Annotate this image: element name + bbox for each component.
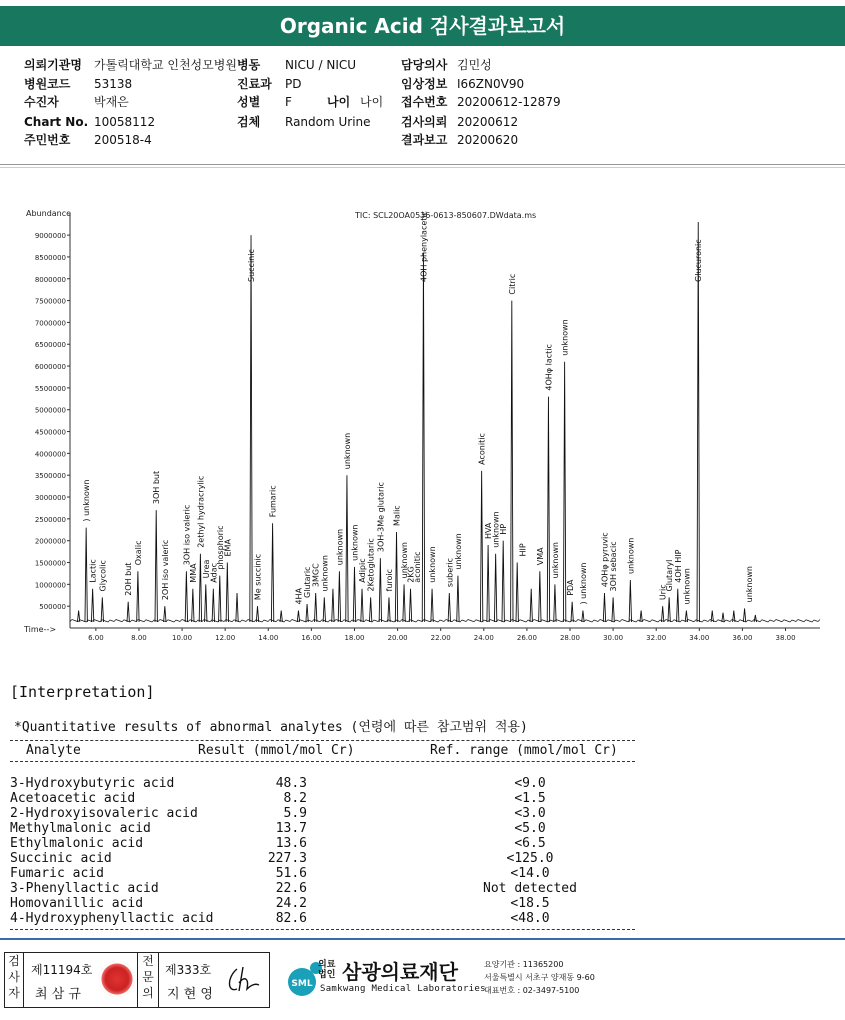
org-line2: 서울특별시 서초구 양재동 9-60 bbox=[484, 973, 595, 982]
cell-analyte: Methylmalonic acid bbox=[10, 821, 151, 836]
x-tick-label: 6.00 bbox=[88, 634, 104, 642]
peak-annotation: unknown bbox=[350, 524, 360, 561]
chromatogram-peak bbox=[511, 301, 513, 622]
x-tick-label: 18.00 bbox=[344, 634, 365, 642]
chromatogram-peak bbox=[314, 593, 316, 622]
role-char: 검 bbox=[8, 954, 20, 968]
org-prefix bbox=[318, 960, 335, 980]
field-label: 병동 bbox=[237, 58, 261, 72]
signer1-name: 최 삼 규 bbox=[35, 987, 81, 1002]
peak-annotation: VMA bbox=[535, 547, 545, 566]
peak-annotation: ) unknown bbox=[578, 562, 588, 605]
signer1-seal-icon bbox=[99, 961, 135, 997]
chromatogram-peak bbox=[395, 532, 397, 622]
chart-title: TIC: SCL20OA0536-0613-850607.DWdata.ms bbox=[355, 211, 537, 220]
peak-annotation: 2OH iso valeric bbox=[160, 539, 170, 601]
cell-range: <6.5 bbox=[514, 836, 546, 851]
peak-annotation: unknown bbox=[342, 432, 352, 470]
table-rule-bottom bbox=[10, 929, 635, 930]
chromatogram-peak bbox=[422, 253, 424, 622]
cell-result: 13.7 bbox=[275, 821, 307, 836]
role-char: 전 bbox=[142, 954, 154, 968]
chromatogram-peak bbox=[323, 597, 325, 622]
chromatogram-peak bbox=[91, 589, 93, 622]
report-footer bbox=[0, 946, 845, 1020]
report-title: Organic Acid 검사결과보고서 bbox=[0, 6, 845, 46]
chromatogram-peak bbox=[127, 602, 129, 622]
field-label: 수진자 bbox=[24, 95, 59, 109]
chromatogram-peak bbox=[722, 613, 724, 622]
signer2-number: 제333호 bbox=[165, 963, 212, 977]
chromatogram-peak bbox=[743, 608, 745, 622]
chromatogram-peak bbox=[297, 611, 299, 622]
y-axis-label: Abundance bbox=[26, 209, 72, 218]
results-table bbox=[10, 740, 635, 930]
field-label: 진료과 bbox=[237, 77, 272, 91]
table-row bbox=[10, 821, 635, 836]
peak-annotation: Oxalic bbox=[133, 540, 143, 566]
field-value: 53138 bbox=[94, 77, 133, 91]
cell-result: 48.3 bbox=[275, 776, 307, 791]
cell-range: <18.5 bbox=[510, 896, 550, 911]
header-field bbox=[237, 93, 292, 111]
chromatogram-peak bbox=[346, 475, 348, 622]
chromatogram-peak bbox=[530, 589, 532, 622]
x-tick-label: 20.00 bbox=[387, 634, 408, 642]
peak-annotation: Lactic bbox=[88, 559, 98, 583]
chromatogram-peak bbox=[677, 589, 679, 622]
table-row bbox=[10, 806, 635, 821]
chromatogram-peak bbox=[369, 597, 371, 622]
chromatogram-peak bbox=[388, 597, 390, 622]
chromatogram-peak bbox=[280, 611, 282, 622]
header-field bbox=[24, 56, 237, 74]
peak-annotation: HIP bbox=[518, 543, 528, 557]
field-value: 박재은 bbox=[94, 95, 129, 109]
chromatogram-peak bbox=[332, 589, 334, 622]
chromatogram-peak bbox=[494, 554, 496, 622]
cell-range: <3.0 bbox=[514, 806, 546, 821]
field-label: 담당의사 bbox=[401, 58, 448, 72]
chromatogram-peak bbox=[338, 571, 340, 622]
table-row bbox=[10, 836, 635, 851]
peak-annotation: unknown bbox=[744, 565, 754, 603]
peak-annotation: furoic bbox=[384, 568, 394, 592]
peak-annotation: Adac bbox=[209, 562, 219, 583]
peak-annotation: Glycolic bbox=[98, 560, 108, 592]
chromatogram-peak bbox=[353, 567, 355, 622]
y-tick-label: 2000000 bbox=[34, 537, 66, 546]
org-prefix-top: 의료 bbox=[318, 960, 336, 970]
chromatogram-peak bbox=[256, 606, 258, 622]
peak-annotation: Glutaric bbox=[303, 566, 313, 598]
header-field bbox=[401, 131, 518, 149]
org-name-en: Samkwang Medical Laboratories bbox=[320, 984, 486, 994]
chromatogram-peak bbox=[612, 597, 614, 622]
chromatogram-peak bbox=[250, 235, 252, 622]
chromatogram-peak bbox=[516, 563, 518, 622]
y-tick-label: 4000000 bbox=[34, 450, 66, 459]
cell-range: <9.0 bbox=[514, 776, 546, 791]
field-value: PD bbox=[285, 77, 302, 91]
x-tick-label: 8.00 bbox=[131, 634, 147, 642]
peak-annotation: unknown bbox=[491, 511, 501, 548]
x-axis-label: Time--> bbox=[24, 625, 57, 634]
peak-annotation: Glutaryl bbox=[665, 559, 675, 592]
header-analyte: Analyte bbox=[26, 743, 81, 758]
cell-range: <14.0 bbox=[510, 866, 550, 881]
cell-analyte: Homovanillic acid bbox=[10, 896, 144, 911]
chromatogram-peak bbox=[554, 584, 556, 622]
peak-annotation: 3MGC bbox=[311, 563, 321, 588]
peak-annotation: Glucuronic bbox=[694, 239, 704, 282]
interpretation-heading: [Interpretation] bbox=[10, 683, 155, 701]
org-name: 삼광의료재단 bbox=[342, 960, 458, 984]
field-label: 접수번호 bbox=[401, 95, 448, 109]
table-row bbox=[10, 776, 635, 791]
peak-annotation: 4OH phenylacetic bbox=[419, 210, 429, 282]
field-value: NICU / NICU bbox=[285, 58, 357, 72]
chromatogram-peak bbox=[603, 593, 605, 622]
y-tick-label: 4500000 bbox=[34, 428, 66, 437]
field-label: 주민번호 bbox=[24, 133, 71, 147]
peak-annotation: Aconitic bbox=[477, 433, 487, 465]
cell-result: 13.6 bbox=[275, 836, 307, 851]
table-header bbox=[10, 741, 635, 761]
peak-annotation: 2OH but bbox=[124, 562, 134, 596]
peak-annotation: Me succinic bbox=[253, 553, 263, 601]
cell-range: <5.0 bbox=[514, 821, 546, 836]
x-tick-label: 26.00 bbox=[516, 634, 537, 642]
header-field bbox=[24, 75, 132, 93]
peak-annotation: 4OHφ pyruvic bbox=[600, 532, 610, 588]
field-label: 임상정보 bbox=[401, 77, 448, 91]
chromatogram-peak bbox=[185, 571, 187, 622]
cell-result: 5.9 bbox=[283, 806, 307, 821]
peak-annotation: Malic bbox=[392, 505, 402, 526]
header-field bbox=[24, 93, 129, 111]
peak-annotation: unknown bbox=[428, 546, 438, 583]
chromatogram-peak bbox=[192, 589, 194, 622]
peak-annotation: Succinic bbox=[247, 249, 257, 282]
cell-analyte: Succinic acid bbox=[10, 851, 112, 866]
chromatogram-peak bbox=[77, 611, 79, 622]
field-label: 검사의뢰 bbox=[401, 115, 448, 129]
y-tick-label: 5000000 bbox=[34, 406, 66, 415]
y-tick-label: 7000000 bbox=[34, 319, 66, 328]
peak-annotation: ) unknown bbox=[82, 479, 92, 522]
x-tick-label: 10.00 bbox=[172, 634, 193, 642]
role-char: 사 bbox=[8, 970, 20, 984]
org-contact bbox=[484, 958, 595, 997]
y-tick-label: 3500000 bbox=[34, 472, 66, 481]
chromatogram-peak bbox=[539, 571, 541, 622]
header-field bbox=[401, 113, 518, 131]
chromatogram-peak bbox=[212, 589, 214, 622]
field-label: 의뢰기관명 bbox=[24, 58, 82, 72]
header-field bbox=[237, 56, 356, 74]
chromatogram-peak bbox=[85, 528, 87, 622]
cell-range: <1.5 bbox=[514, 791, 546, 806]
peak-annotation: HP bbox=[499, 523, 509, 535]
cell-analyte: Ethylmalonic acid bbox=[10, 836, 144, 851]
patient-header bbox=[0, 46, 845, 164]
table-row bbox=[10, 866, 635, 881]
field-value: 20200620 bbox=[457, 133, 519, 147]
role-char: 자 bbox=[8, 986, 20, 1000]
peak-annotation: unknown bbox=[626, 537, 636, 574]
field-value: 20200612 bbox=[457, 115, 519, 129]
chromatogram-peak bbox=[137, 571, 139, 622]
chromatogram-peak bbox=[480, 471, 482, 622]
x-tick-label: 22.00 bbox=[430, 634, 451, 642]
table-row bbox=[10, 896, 635, 911]
chromatogram-peak bbox=[236, 593, 238, 622]
chromatogram-peak bbox=[668, 597, 670, 622]
peak-annotation: 3OH sebacic bbox=[609, 541, 619, 592]
chromatogram-peak bbox=[457, 576, 459, 622]
peak-annotation: phosphoric bbox=[215, 525, 225, 570]
field-label: 결과보고 bbox=[401, 133, 448, 147]
org-line1: 요양기관 : 11365200 bbox=[484, 960, 564, 969]
chromatogram-peak bbox=[271, 523, 273, 622]
peak-annotation: unknown bbox=[453, 533, 463, 570]
x-tick-label: 34.00 bbox=[689, 634, 710, 642]
peak-annotation: Adipic bbox=[358, 558, 368, 583]
cell-range: Not detected bbox=[483, 881, 577, 896]
cell-result: 51.6 bbox=[275, 866, 307, 881]
peak-annotation: 2KG bbox=[406, 566, 416, 583]
chromatogram-peak bbox=[164, 606, 166, 622]
chromatogram-peak bbox=[448, 593, 450, 622]
cell-result: 82.6 bbox=[275, 911, 307, 926]
y-tick-label: 6000000 bbox=[34, 363, 66, 372]
header-range: Ref. range (mmol/mol Cr) bbox=[430, 743, 618, 758]
chromatogram-peak bbox=[754, 615, 756, 622]
field-value: 20200612-12879 bbox=[457, 95, 561, 109]
y-tick-label: 8500000 bbox=[34, 253, 66, 262]
peak-annotation: Uric bbox=[658, 584, 668, 601]
chromatogram-peak bbox=[226, 563, 228, 622]
header-field bbox=[401, 75, 524, 93]
header-field bbox=[237, 75, 301, 93]
org-prefix-bottom: 법인 bbox=[318, 970, 336, 980]
chromatogram-peak bbox=[629, 580, 631, 622]
signer1-role bbox=[5, 953, 24, 1007]
y-tick-label: 9000000 bbox=[34, 232, 66, 241]
footer-divider bbox=[0, 938, 845, 940]
role-char: 문 bbox=[142, 970, 154, 984]
signer2-role bbox=[137, 953, 159, 1007]
x-tick-label: 14.00 bbox=[258, 634, 279, 642]
y-tick-label: 2500000 bbox=[34, 515, 66, 524]
peak-annotation: unknown bbox=[335, 528, 345, 566]
field-label: Chart No. bbox=[24, 115, 89, 129]
x-tick-label: 32.00 bbox=[646, 634, 667, 642]
peak-annotation: 2Ketoglutaric bbox=[366, 538, 376, 592]
peak-annotation: 4HA bbox=[294, 587, 304, 605]
x-tick-label: 28.00 bbox=[559, 634, 581, 642]
org-line3: 대표번호 : 02-3497-5100 bbox=[484, 986, 580, 995]
peak-annotation: HVA bbox=[484, 522, 494, 540]
x-tick-label: 38.00 bbox=[775, 634, 796, 642]
peak-annotation: 2ethyl hydracrylic bbox=[196, 475, 206, 548]
peak-annotation: Urea bbox=[201, 559, 211, 579]
age-label: 나이 bbox=[327, 95, 351, 109]
chromatogram-peak bbox=[487, 545, 489, 622]
x-tick-label: 12.00 bbox=[215, 634, 236, 642]
chromatogram-peak bbox=[101, 597, 103, 622]
field-label: 검체 bbox=[237, 115, 261, 129]
header-field bbox=[24, 113, 155, 131]
field-value: I66ZN0V90 bbox=[457, 77, 525, 91]
chromatogram-peak bbox=[502, 541, 504, 622]
header-field bbox=[401, 56, 492, 74]
table-row bbox=[10, 881, 635, 896]
y-tick-label: 500000 bbox=[39, 603, 66, 612]
header-field bbox=[237, 113, 371, 131]
chromatogram-peak bbox=[582, 611, 584, 622]
chromatogram-peak bbox=[685, 611, 687, 622]
table-row bbox=[10, 911, 635, 926]
chromatogram-peak bbox=[571, 602, 573, 622]
peak-annotation: Citric bbox=[507, 273, 517, 295]
header-result: Result (mmol/mol Cr) bbox=[198, 743, 355, 758]
y-tick-label: 6500000 bbox=[34, 341, 66, 350]
chromatogram-peak bbox=[306, 604, 308, 622]
peak-annotation: EMA bbox=[223, 539, 233, 557]
cell-analyte: Acetoacetic acid bbox=[10, 791, 136, 806]
signer2-signature-icon bbox=[225, 963, 263, 997]
chromatogram-peak bbox=[403, 584, 405, 622]
peak-annotation: 4OHφ lactic bbox=[544, 344, 554, 391]
peak-annotation: unknown bbox=[560, 319, 570, 356]
peak-annotation: 3OH-3Me glutaric bbox=[376, 482, 386, 553]
cell-analyte: 4-Hydroxyphenyllactic acid bbox=[10, 911, 214, 926]
cell-analyte: 3-Hydroxybutyric acid bbox=[10, 776, 175, 791]
field-value: 200518-4 bbox=[94, 133, 152, 147]
cell-result: 227.3 bbox=[267, 851, 307, 866]
chromatogram-chart bbox=[20, 200, 830, 650]
table-row bbox=[10, 791, 635, 806]
peak-annotation: suberic bbox=[445, 557, 455, 588]
chromatogram-peak bbox=[379, 558, 381, 622]
table-rule-mid bbox=[10, 761, 635, 762]
signer1-number: 제11194호 bbox=[31, 963, 93, 977]
age-field bbox=[327, 93, 383, 111]
baseline-trace bbox=[70, 620, 820, 623]
chromatogram-peak bbox=[661, 606, 663, 622]
cell-result: 8.2 bbox=[283, 791, 307, 806]
chromatogram-peak bbox=[547, 397, 549, 622]
peak-annotation: aconitic bbox=[412, 551, 422, 583]
chromatogram-peak bbox=[361, 589, 363, 622]
field-label: 성별 bbox=[237, 95, 261, 109]
peak-annotation: MMA bbox=[188, 563, 198, 583]
peak-annotation: 3OH iso valeric bbox=[182, 504, 192, 566]
y-tick-label: 8000000 bbox=[34, 275, 66, 284]
x-tick-label: 36.00 bbox=[732, 634, 753, 642]
age-value: 나이 bbox=[360, 95, 384, 109]
x-tick-label: 30.00 bbox=[603, 634, 624, 642]
y-tick-label: 7500000 bbox=[34, 297, 66, 306]
signer2-name: 지 현 영 bbox=[167, 987, 213, 1002]
field-label: 병원코드 bbox=[24, 77, 71, 91]
chromatogram-peak bbox=[640, 611, 642, 622]
field-value: 10058112 bbox=[94, 115, 156, 129]
header-field bbox=[24, 131, 152, 149]
chromatogram-peak bbox=[409, 589, 411, 622]
cell-range: <48.0 bbox=[510, 911, 550, 926]
cell-analyte: Fumaric acid bbox=[10, 866, 104, 881]
chromatogram-peak bbox=[431, 589, 433, 622]
x-tick-label: 24.00 bbox=[473, 634, 494, 642]
peak-annotation: unknown bbox=[550, 541, 560, 579]
x-tick-label: 16.00 bbox=[301, 634, 322, 642]
cell-result: 24.2 bbox=[275, 896, 307, 911]
peak-annotation: unknown bbox=[400, 541, 410, 579]
peak-annotation: 3OH but bbox=[152, 470, 162, 505]
role-char: 의 bbox=[142, 986, 154, 1000]
y-tick-label: 3000000 bbox=[34, 494, 66, 503]
y-tick-label: 1500000 bbox=[34, 559, 66, 568]
header-divider-2 bbox=[0, 167, 845, 168]
sml-logo-text: SML bbox=[291, 979, 313, 989]
cell-result: 22.6 bbox=[275, 881, 307, 896]
field-value: Random Urine bbox=[285, 115, 371, 129]
table-row bbox=[10, 851, 635, 866]
cell-analyte: 2-Hydroxyisovaleric acid bbox=[10, 806, 198, 821]
header-field bbox=[401, 93, 561, 111]
peak-annotation: 4OH HIP bbox=[673, 549, 683, 583]
chromatogram-peak bbox=[155, 510, 157, 622]
y-tick-label: 5500000 bbox=[34, 384, 66, 393]
signature-box bbox=[4, 952, 270, 1008]
field-value: F bbox=[285, 95, 292, 109]
chromatogram-peak bbox=[205, 584, 207, 622]
peak-annotation: PDA bbox=[566, 579, 575, 596]
peak-annotation: Fumaric bbox=[268, 485, 278, 518]
cell-analyte: 3-Phenyllactic acid bbox=[10, 881, 159, 896]
header-divider bbox=[0, 164, 845, 165]
y-tick-label: 1000000 bbox=[34, 581, 66, 590]
interpretation-subheading: *Quantitative results of abnormal analytes (연령에 따른 참고범위 적용) bbox=[14, 720, 528, 735]
field-value: 가톨릭대학교 인천성모병원 bbox=[94, 58, 237, 72]
cell-range: <125.0 bbox=[506, 851, 554, 866]
field-value: 김민성 bbox=[457, 58, 492, 72]
peak-annotation: unknown bbox=[320, 555, 330, 592]
chromatogram-peak bbox=[219, 576, 221, 622]
peak-annotation: unknown bbox=[682, 568, 692, 605]
